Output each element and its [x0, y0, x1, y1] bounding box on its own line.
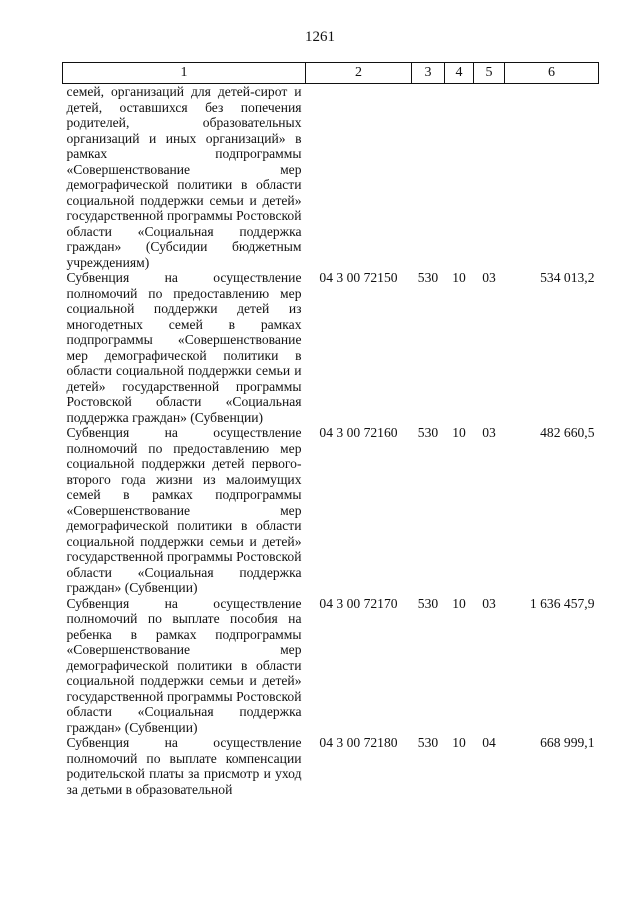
- row-col-5: 03: [482, 595, 496, 611]
- row-col-4: 10: [452, 595, 466, 611]
- table-body: [63, 84, 599, 798]
- row-amount: 534 013,2: [540, 270, 595, 285]
- row-col-4: 10: [452, 735, 466, 750]
- header-col-4: 4: [445, 63, 474, 84]
- row-col-3: 530: [417, 425, 439, 440]
- row-code: [306, 84, 412, 271]
- row-col-5: [474, 84, 505, 271]
- budget-table: [62, 62, 599, 797]
- row-col-4: 10: [452, 270, 466, 285]
- row-col-3: 530: [417, 735, 439, 750]
- page-number: 1261: [305, 29, 335, 45]
- row-description: Субвенция на осуществление полномочий по выплате пособия на ребенка в рамках подпрограммы «Совершенствование мер демографической политики в области социальной поддержки семьи и детей» государственной программы Ростовской области «Социальная поддержка граждан» (Субвенции): [66, 595, 302, 735]
- row-description: Субвенция на осуществление полномочий по предоставлению мер социальной поддержки детей из многодетных семей в рамках подпрограммы «Совершенствование мер демографической политики в области социальной поддержки семьи и детей» государственной программы Ростовской области «Социальная поддержка граждан» (Субвенции): [66, 270, 302, 425]
- row-description: семей, организаций для детей-сирот и детей, оставшихся без попечения родителей, образовательных организаций и иных организаций» в рамках подпрограммы «Совершенствование мер демографической политики в области социальной поддержки семьи и детей» государственной программы Ростовской области «Социальная поддержка граждан» (Субсидии бюджетным учреждениям): [66, 84, 302, 270]
- row-amount: [505, 84, 599, 271]
- row-col-4: 10: [452, 425, 466, 440]
- row-col-5: 03: [482, 270, 496, 285]
- table-row: [63, 425, 599, 596]
- row-code: 04 3 00 72170: [319, 595, 398, 611]
- row-col-5: 03: [482, 425, 496, 440]
- table-row: [63, 270, 599, 425]
- header-row: [63, 63, 599, 84]
- row-col-5: 04: [482, 735, 496, 750]
- table-row: [63, 735, 599, 797]
- row-col-3: [412, 84, 445, 271]
- table-row: [63, 596, 599, 736]
- header-col-3: 3: [412, 63, 445, 84]
- row-amount: 1 636 457,9: [529, 595, 595, 611]
- header-col-2: 2: [306, 63, 412, 84]
- row-code: 04 3 00 72160: [319, 425, 398, 440]
- table-row: [63, 84, 599, 271]
- row-col-4: [445, 84, 474, 271]
- row-code: 04 3 00 72180: [319, 735, 398, 750]
- row-amount: 482 660,5: [540, 425, 595, 440]
- table-header: [63, 63, 599, 84]
- header-col-5: 5: [474, 63, 505, 84]
- header-col-1: 1: [63, 63, 306, 84]
- header-col-6: 6: [505, 63, 599, 84]
- row-code: 04 3 00 72150: [319, 270, 398, 285]
- row-description: Субвенция на осуществление полномочий по предоставлению мер социальной поддержки детей первого-второго года жизни из малоимущих семей в рамках подпрограммы «Совершенствование мер демографической политики в области социальной поддержки семьи и детей» государственной программы Ростовской области «Социальная поддержка граждан» (Субвенции): [66, 425, 302, 595]
- row-col-3: 530: [417, 270, 439, 285]
- row-amount: 668 999,1: [540, 735, 595, 750]
- row-col-3: 530: [417, 595, 439, 611]
- row-description: Субвенция на осуществление полномочий по выплате компенсации родительской платы за присмотр и уход за детьми в образовательной: [66, 735, 302, 797]
